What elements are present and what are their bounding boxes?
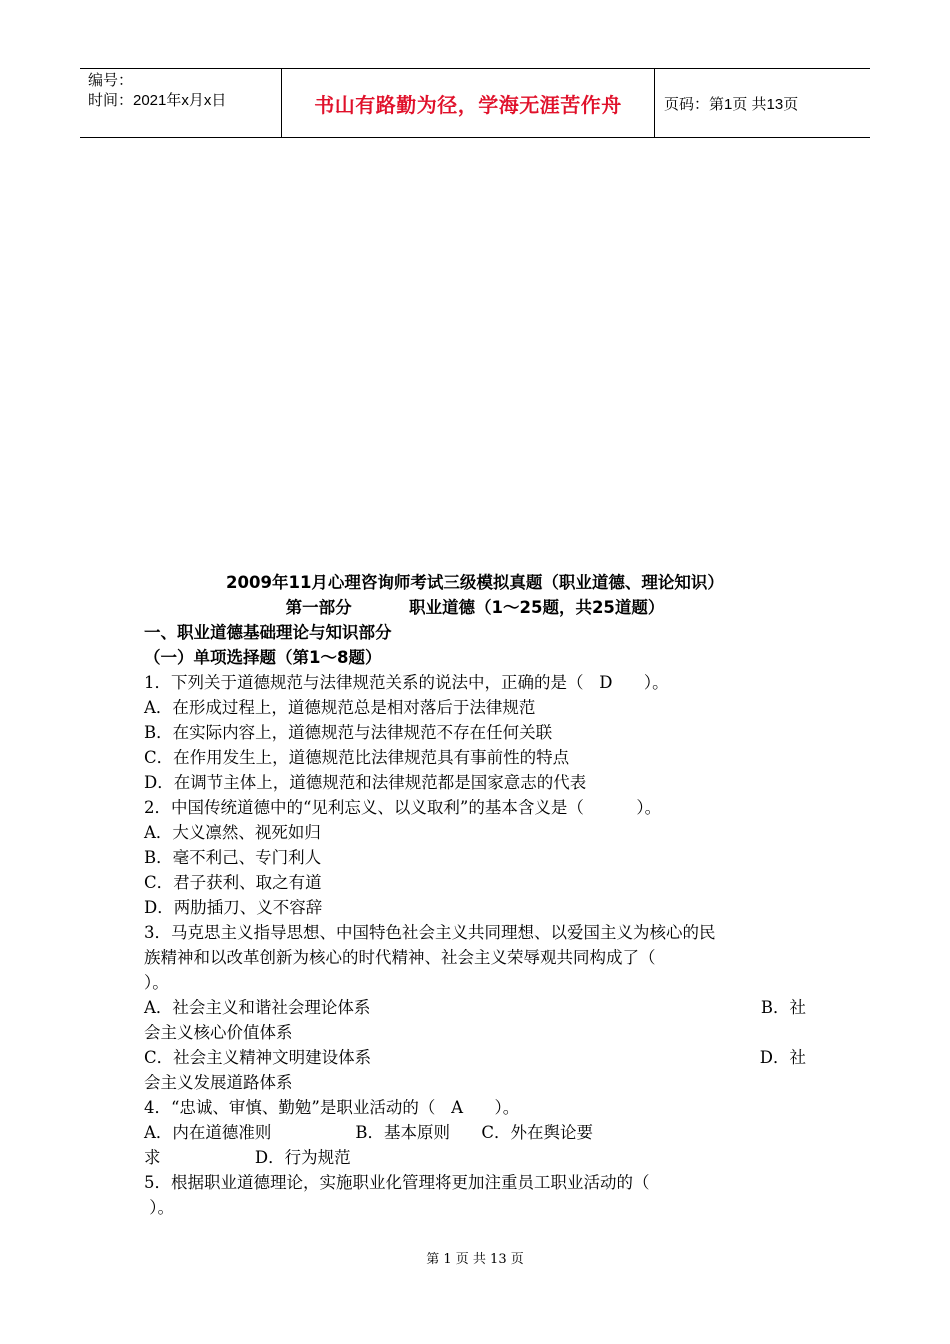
time-label: 时间：2021年x月x日: [88, 92, 227, 109]
question-3-stem-line-3: ）。: [144, 973, 169, 992]
question-3-options-row-2: [144, 1045, 806, 1070]
header-page-info: 页码：第1页 共13页: [664, 95, 799, 113]
question-2-option-c: C．君子获利、取之有道: [144, 873, 322, 892]
question-2-stem: 2．中国传统道德中的“见利忘义、以义取利”的基本含义是（ ）。: [144, 798, 662, 817]
question-3-option-a: A．社会主义和谐社会理论体系: [144, 998, 371, 1017]
question-5-stem-line-2: ）。: [144, 1198, 174, 1217]
question-3-option-d-start: D．社: [759, 1048, 806, 1067]
question-2-option-d: D．两肋插刀、义不容辞: [144, 898, 323, 917]
question-1-option-c: C．在作用发生上，道德规范比法律规范具有事前性的特点: [144, 748, 570, 767]
header-meta: [80, 69, 282, 137]
question-3-option-b-cont: 会主义核心价值体系: [144, 1023, 293, 1042]
question-2-option-b: B．毫不利己、专门利人: [144, 848, 322, 867]
question-3-stem-line-2: 族精神和以改革创新为核心的时代精神、社会主义荣辱观共同构成了（: [144, 948, 656, 967]
question-3-option-b-start: B．社: [760, 998, 806, 1017]
question-1-option-a: A．在形成过程上，道德规范总是相对落后于法律规范: [144, 698, 536, 717]
question-5-stem-line-1: 5．根据职业道德理论，实施职业化管理将更加注重员工职业活动的（: [144, 1173, 650, 1192]
header-motto: 书山有路勤为径，学海无涯苦作舟: [282, 69, 655, 137]
document-body: [144, 570, 806, 1220]
question-4-stem: 4．“忠诚、审慎、勤勉”是职业活动的（ A ）。: [144, 1098, 520, 1117]
question-1-option-b: B．在实际内容上，道德规范与法律规范不存在任何关联: [144, 723, 553, 742]
page-footer: 第 1 页 共 13 页: [426, 1252, 524, 1267]
question-4-options-line-2: 求 D．行为规范: [144, 1148, 351, 1167]
section-heading: 一、职业道德基础理论与知识部分: [144, 623, 392, 642]
question-1-stem: 1．下列关于道德规范与法律规范关系的说法中，正确的是（ D ）。: [144, 673, 669, 692]
document-title: 2009年11月心理咨询师考试三级模拟真题（职业道德、理论知识）: [226, 573, 724, 592]
question-2-option-a: A．大义凛然、视死如归: [144, 823, 321, 842]
question-3-option-d-cont: 会主义发展道路体系: [144, 1073, 293, 1092]
question-1-option-d: D．在调节主体上，道德规范和法律规范都是国家意志的代表: [144, 773, 587, 792]
document-header: [80, 68, 870, 138]
subsection-heading: （一）单项选择题（第1～8题）: [144, 648, 382, 667]
question-3-options-row-1: [144, 995, 806, 1020]
question-3-option-c: C．社会主义精神文明建设体系: [144, 1048, 372, 1067]
number-label: 编号：: [88, 72, 134, 89]
part-heading: 第一部分 职业道德（1～25题，共25道题）: [285, 598, 665, 617]
question-4-options-line-1: A．内在道德准则 B．基本原则 C．外在舆论要: [144, 1123, 594, 1142]
question-3-stem-line-1: 3．马克思主义指导思想、中国特色社会主义共同理想、以爱国主义为核心的民: [144, 923, 716, 942]
